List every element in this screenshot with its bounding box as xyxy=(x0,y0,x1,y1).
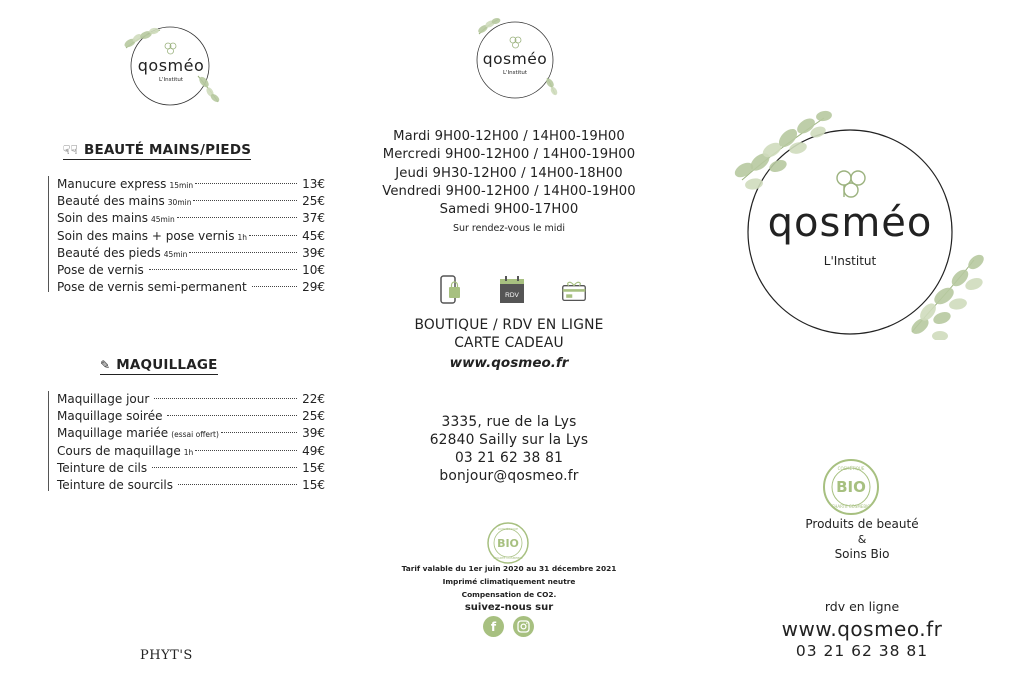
products-line-2: Soins Bio xyxy=(834,547,890,561)
price-row: Teinture de cils 15€ xyxy=(57,460,325,475)
products-text xyxy=(700,516,1024,563)
opening-hours xyxy=(342,128,676,219)
price-row: Manucure express 15min 13€ xyxy=(57,177,325,191)
shop-text xyxy=(342,316,676,374)
right-website-link[interactable]: www.qosmeo.fr xyxy=(781,617,943,641)
right-phone[interactable]: 03 21 62 38 81 xyxy=(795,642,929,660)
phone-shop-icon[interactable] xyxy=(437,275,463,305)
footer-line: Tarif valable du 1er juin 2020 au 31 décembre 2021 xyxy=(401,564,617,573)
price-row: Maquillage soirée 25€ xyxy=(57,409,325,424)
price-row: Soin des mains 45min 37€ xyxy=(57,211,325,226)
address-block xyxy=(342,413,676,485)
middle-logo-tagline: L'Institut xyxy=(502,70,528,76)
calendar-icon[interactable] xyxy=(499,275,525,305)
left-logo-tagline: L'Institut xyxy=(158,77,184,83)
right-contact xyxy=(700,598,1024,660)
main-logo-brand: qosméo xyxy=(767,200,933,246)
address-street: 3335, rue de la Lys xyxy=(441,414,577,430)
main-logo-tagline: L'Institut xyxy=(823,254,877,268)
right-bio-badge-bottom: CHARTE COSMEBIO xyxy=(831,504,871,509)
gift-card-icon[interactable] xyxy=(561,275,587,305)
products-line-1: Produits de beauté xyxy=(805,517,919,531)
address-phone[interactable]: 03 21 62 38 81 xyxy=(454,450,564,466)
hours-note: Sur rendez-vous le midi xyxy=(452,223,566,234)
facebook-icon[interactable]: f xyxy=(483,616,504,637)
brush-icon: ✎ xyxy=(100,358,111,372)
section-title-mains-pieds-text: BEAUTÉ MAINS/PIEDS xyxy=(84,142,252,158)
price-row: Soin des mains + pose vernis 1h 45€ xyxy=(57,228,325,243)
middle-logo-brand: qosméo xyxy=(482,50,548,68)
hours-line: Samedi 9H00-17H00 xyxy=(439,202,579,218)
address-city: 62840 Sailly sur la Lys xyxy=(429,432,589,448)
right-bio-badge-top: COSMÉTIQUE xyxy=(837,466,865,471)
left-logo xyxy=(118,16,224,106)
shop-icons xyxy=(437,275,587,305)
products-amp: & xyxy=(857,533,867,546)
social-links xyxy=(483,616,534,637)
price-row: Beauté des mains 30min 25€ xyxy=(57,194,325,209)
hours-line: Jeudi 9H30-12H00 / 14H00-18H00 xyxy=(395,165,623,181)
price-row: Pose de vernis semi-permanent 29€ xyxy=(57,280,325,295)
left-logo-brand: qosméo xyxy=(137,56,205,75)
hours-line: Mardi 9H00-12H00 / 14H00-19H00 xyxy=(393,129,625,144)
shop-line-1: BOUTIQUE / RDV EN LIGNE xyxy=(414,317,604,333)
hours-line: Vendredi 9H00-12H00 / 14H00-19H00 xyxy=(382,183,636,199)
price-row: Maquillage mariée (essai offert) 39€ xyxy=(57,426,325,441)
right-bio-badge xyxy=(820,458,882,516)
phyts-logo: PHYT'S xyxy=(140,648,193,663)
middle-logo xyxy=(465,14,565,100)
section-title-maquillage-text: MAQUILLAGE xyxy=(116,357,218,373)
middle-bio-badge-center: BIO xyxy=(497,537,519,550)
section-title-maquillage xyxy=(100,357,218,375)
middle-bio-badge-bottom: CHARTE COSMEBIO xyxy=(493,556,523,560)
price-row: Beauté des pieds 45min 39€ xyxy=(57,245,325,260)
price-row: Maquillage jour 22€ xyxy=(57,392,325,406)
shop-line-2: CARTE CADEAU xyxy=(454,335,564,351)
footer-line: Compensation de CO2. xyxy=(461,590,557,599)
hours-line: Mercredi 9H00-12H00 / 14H00-19H00 xyxy=(382,147,636,163)
legal-footer xyxy=(342,562,676,615)
price-row: Pose de vernis 10€ xyxy=(57,262,325,277)
calendar-icon-text: RDV xyxy=(505,292,519,299)
footer-line: Imprimé climatiquement neutre xyxy=(442,577,576,586)
price-row: Teinture de sourcils 15€ xyxy=(57,477,325,492)
instagram-icon[interactable] xyxy=(513,616,534,637)
hands-icon: ☟☟ xyxy=(63,143,79,157)
middle-bio-badge xyxy=(483,520,533,566)
price-row: Cours de maquillage 1h 49€ xyxy=(57,443,325,458)
address-email[interactable]: bonjour@qosmeo.fr xyxy=(439,468,579,484)
right-bio-badge-center: BIO xyxy=(836,478,866,496)
middle-website-link[interactable]: www.qosmeo.fr xyxy=(449,355,569,371)
price-list-maquillage xyxy=(48,391,325,491)
follow-label: suivez-nous sur xyxy=(464,602,554,613)
main-logo xyxy=(712,108,992,340)
section-title-mains-pieds xyxy=(63,142,251,160)
middle-bio-badge-top: COSMÉTIQUE xyxy=(497,527,519,531)
rdv-label: rdv en ligne xyxy=(824,599,900,614)
price-list-mains-pieds xyxy=(48,176,325,295)
